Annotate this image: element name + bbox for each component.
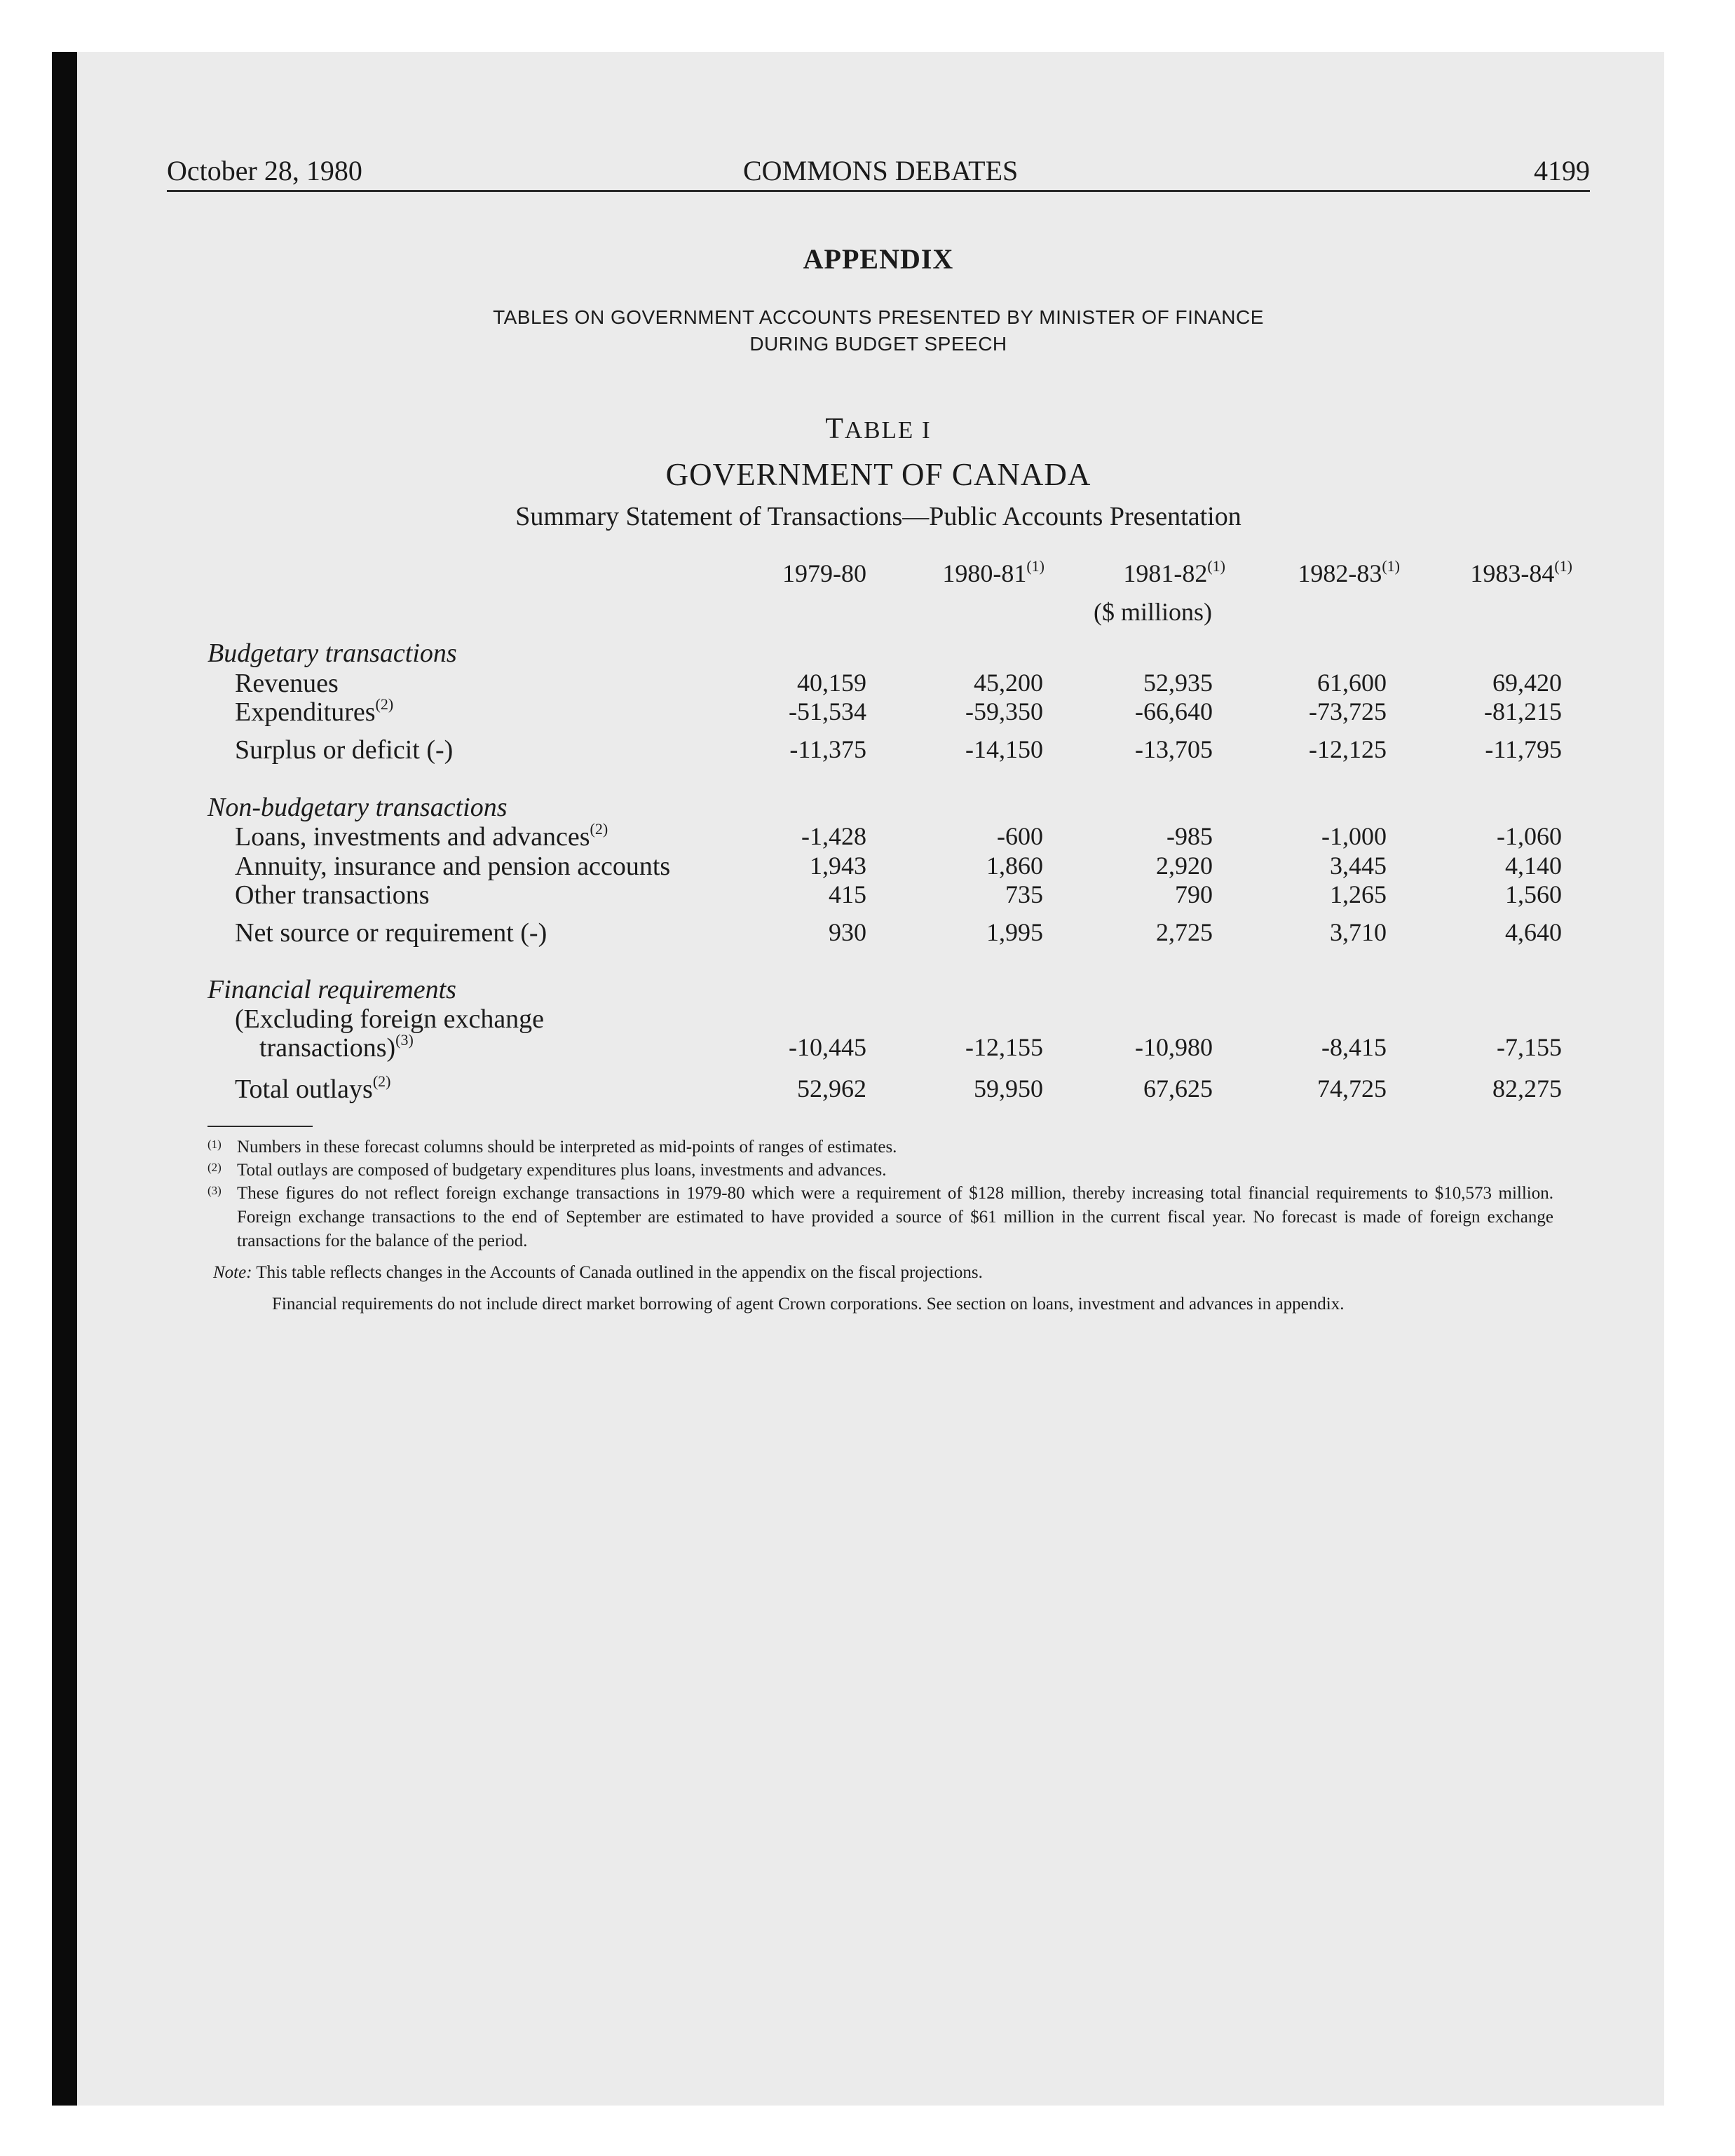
row-label: Total outlays$^{(2)}$	[235, 1072, 391, 1104]
row-label: Revenues	[235, 669, 339, 698]
table-cell: 2,920	[1156, 852, 1213, 880]
table-cell: 67,625	[1143, 1074, 1213, 1103]
table-cell: 1,943	[810, 852, 866, 880]
row-label-continuation: transactions)$^{(3)}$	[259, 1031, 414, 1063]
footnote: (1) Numbers in these forecast columns should be interpreted as mid-points of ranges of estimates.	[207, 1138, 897, 1157]
table-cell: -51,534	[789, 697, 866, 725]
table-cell: -12,155	[965, 1033, 1043, 1061]
table-cell: -10,980	[1135, 1033, 1213, 1061]
table-cell: -12,125	[1309, 735, 1387, 763]
row-label: Surplus or deficit (-)	[235, 735, 454, 765]
note-line-1: This table reflects changes in the Accounts of Canada outlined in the appendix on the fiscal projections.	[256, 1263, 983, 1282]
column-header: 1980-81$^{(1)}$	[942, 557, 1045, 587]
subheading-line-1: TABLES ON GOVERNMENT ACCOUNTS PRESENTED BY MINISTER OF FINANCE	[493, 306, 1264, 328]
table-cell: -1,000	[1321, 822, 1387, 850]
table-cell: 52,935	[1143, 669, 1213, 697]
section-heading: Financial requirements	[207, 975, 456, 1004]
unit-label: ($ millions)	[1094, 598, 1212, 626]
table-cell: -985	[1166, 822, 1213, 850]
appendix-title: APPENDIX	[803, 243, 954, 275]
table-cell: 61,600	[1317, 669, 1387, 697]
table-cell: -81,215	[1484, 697, 1562, 725]
table-cell: 45,200	[974, 669, 1043, 697]
column-header: 1979-80	[782, 559, 866, 587]
note-label: Note:	[213, 1263, 252, 1282]
table-cell: 82,275	[1492, 1074, 1562, 1103]
footnote: (2) Total outlays are composed of budgetary expenditures plus loans, investments and advances.	[207, 1161, 887, 1180]
table-label: TABLE I	[825, 413, 932, 445]
table-cell: 74,725	[1317, 1074, 1387, 1103]
table-note-continuation	[272, 1292, 1553, 1316]
table-cell: 1,995	[986, 918, 1043, 946]
table-title: GOVERNMENT OF CANADA	[665, 457, 1091, 492]
header-rule	[167, 190, 1590, 192]
table-cell: -8,415	[1321, 1033, 1387, 1061]
column-header: 1981-82$^{(1)}$	[1123, 557, 1225, 587]
column-header: 1982-83$^{(1)}$	[1298, 557, 1400, 587]
table-cell: 1,860	[986, 852, 1043, 880]
table-cell: 1,265	[1330, 880, 1387, 908]
table-cell: -73,725	[1309, 697, 1387, 725]
table-cell: -1,428	[801, 822, 866, 850]
table-cell: -600	[997, 822, 1043, 850]
table-subtitle: Summary Statement of Transactions—Public Accounts Presentation	[515, 502, 1241, 531]
table-cell: 415	[829, 880, 866, 908]
table-cell: 4,640	[1505, 918, 1562, 946]
table-cell: 40,159	[797, 669, 866, 697]
section-heading: Non-budgetary transactions	[207, 793, 508, 822]
footnote: (3) These figures do not reflect foreign exchange transactions in 1979-80 which were a requirement of $128 million, thereby increasing total financial requirements to $10,573 million. Foreign exchange transactions to the end of September are estimated to have provided a source of $61 million in the current fiscal year. No forecast is made of foreign exchange transactions for the balance of the period.	[207, 1184, 1553, 1250]
row-label: Annuity, insurance and pension accounts	[235, 852, 671, 881]
header-publication: COMMONS DEBATES	[743, 155, 1019, 186]
column-header: 1983-84$^{(1)}$	[1470, 557, 1572, 587]
table-cell: 4,140	[1505, 852, 1562, 880]
table-cell: 790	[1175, 880, 1213, 908]
table-cell: -7,155	[1497, 1033, 1562, 1061]
table-cell: 59,950	[974, 1074, 1043, 1103]
row-label: Net source or requirement (-)	[235, 918, 547, 948]
table-cell: -10,445	[789, 1033, 866, 1061]
table-cell: 1,560	[1505, 880, 1562, 908]
header-date: October 28, 1980	[167, 155, 362, 186]
table-note	[213, 1261, 1553, 1285]
row-label: Other transactions	[235, 880, 430, 910]
footnote-rule	[207, 1126, 313, 1127]
table-cell: -66,640	[1135, 697, 1213, 725]
table-cell: 3,710	[1330, 918, 1387, 946]
table-cell: -14,150	[965, 735, 1043, 763]
table-cell: 3,445	[1330, 852, 1387, 880]
section-heading: Budgetary transactions	[207, 639, 457, 668]
table-cell: 52,962	[797, 1074, 866, 1103]
table-cell: 930	[829, 918, 866, 946]
row-label: Expenditures$^{(2)}$	[235, 695, 394, 727]
row-label: Loans, investments and advances$^{(2)}$	[235, 820, 608, 852]
table-cell: 69,420	[1492, 669, 1562, 697]
scan-border	[52, 52, 77, 2106]
table-cell: 735	[1005, 880, 1043, 908]
table-cell: -13,705	[1135, 735, 1213, 763]
table-cell: -11,795	[1485, 735, 1562, 763]
note-line-2: Financial requirements do not include direct market borrowing of agent Crown corporations. See section on loans, investment and advances in appendix.	[272, 1295, 1345, 1314]
table-cell: -11,375	[789, 735, 866, 763]
table-cell: -1,060	[1497, 822, 1562, 850]
table-cell: -59,350	[965, 697, 1043, 725]
table-cell: 2,725	[1156, 918, 1213, 946]
row-label: (Excluding foreign exchange	[235, 1004, 545, 1034]
header-page-number: 4199	[1534, 155, 1590, 186]
subheading-line-2: DURING BUDGET SPEECH	[749, 333, 1007, 355]
